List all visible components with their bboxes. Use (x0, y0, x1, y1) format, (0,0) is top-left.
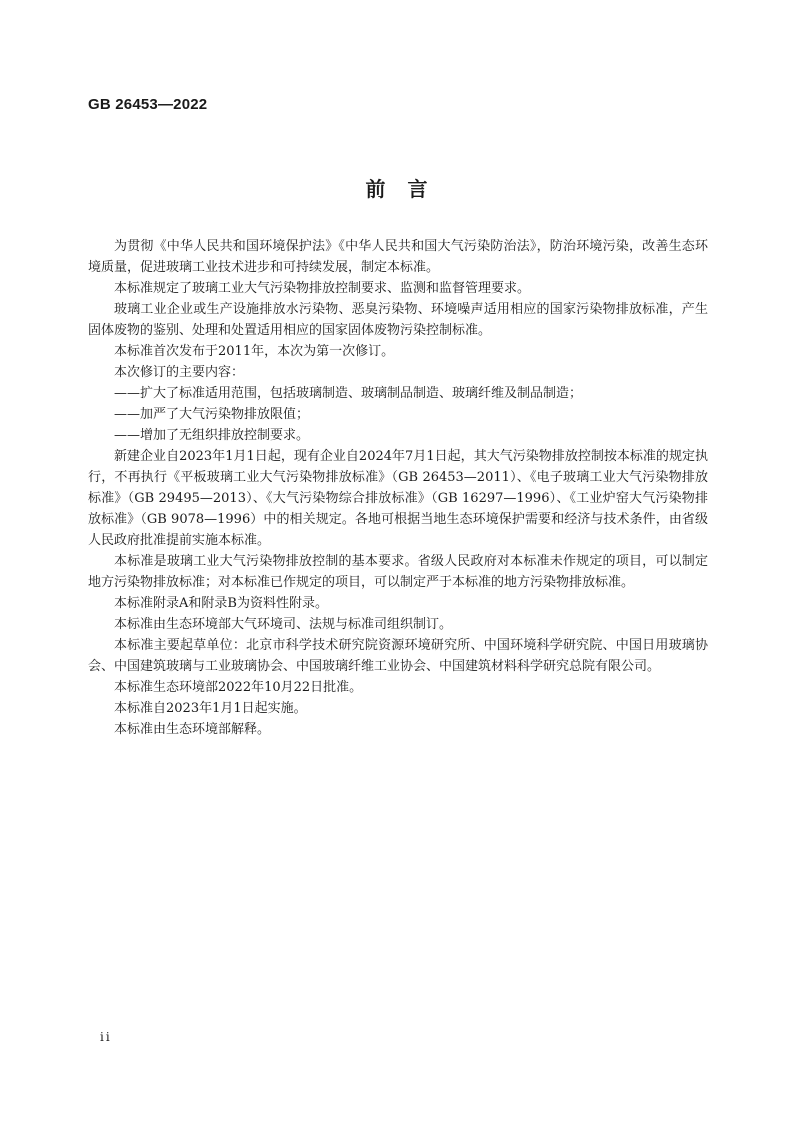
paragraph-appendices: 本标准附录A和附录B为资料性附录。 (114, 596, 328, 611)
paragraph-revision-intro: 本次修订的主要内容： (114, 365, 245, 380)
page-number: ii (100, 1030, 112, 1044)
revision-item: ——加严了大气污染物排放限值； (114, 407, 310, 422)
paragraph-approval: 本标准生态环境部2022年10月22日批准。 (114, 680, 363, 695)
paragraph-drafters: 本标准主要起草单位：北京市科学技术研究院资源环境研究所、中国环境科学研究院、中国日用玻璃协会、中国建筑玻璃与工业玻璃协会、中国玻璃纤维工业协会、中国建筑材料科学研究总院有限公司。 (88, 638, 708, 674)
revision-item: ——增加了无组织排放控制要求。 (114, 428, 310, 443)
paragraph-interpretation: 本标准由生态环境部解释。 (114, 722, 271, 737)
revision-item: ——扩大了标准适用范围，包括玻璃制造、玻璃制品制造、玻璃纤维及制品制造； (114, 386, 583, 401)
paragraph-other-pollutants: 玻璃工业企业或生产设施排放水污染物、恶臭污染物、环境噪声适用相应的国家污染物排放标准，产生固体废物的鉴别、处理和处置适用相应的国家固体废物污染控制标准。 (88, 302, 708, 338)
paragraph-organizer: 本标准由生态环境部大气环境司、法规与标准司组织制订。 (114, 617, 453, 632)
paragraph-implementation: 本标准自2023年1月1日起实施。 (114, 701, 307, 716)
paragraph-history: 本标准首次发布于2011年，本次为第一次修订。 (114, 344, 395, 359)
paragraph-effective-dates: 新建企业自2023年1月1日起，现有企业自2024年7月1日起，其大气污染物排放控制按本标准的规定执行，不再执行《平板玻璃工业大气污染物排放标准》（GB 26453—2011）、《电子玻璃工业大气污染物排放标准》（GB 29495—2013）、《大气污染物综合排放标准》（GB 16297—1996）、《工业炉窑大气污染物排放标准》（GB 9078—1996）中的相关规定。各地可根据当地生态环境保护需要和经济与技术条件，由省级人民政府批准提前实施本标准。 (88, 449, 708, 548)
paragraph-scope: 本标准规定了玻璃工业大气污染物排放控制要求、监测和监督管理要求。 (114, 281, 531, 296)
page-title: 前言 (365, 177, 450, 201)
paragraph-basic-requirements: 本标准是玻璃工业大气污染物排放控制的基本要求。省级人民政府对本标准未作规定的项目，可以制定地方污染物排放标准；对本标准已作规定的项目，可以制定严于本标准的地方污染物排放标准。 (88, 554, 708, 590)
foreword-body (88, 236, 708, 740)
paragraph-purpose: 为贯彻《中华人民共和国环境保护法》《中华人民共和国大气污染防治法》，防治环境污染，改善生态环境质量，促进玻璃工业技术进步和可持续发展，制定本标准。 (88, 239, 708, 275)
standard-code: GB 26453—2022 (88, 96, 208, 113)
